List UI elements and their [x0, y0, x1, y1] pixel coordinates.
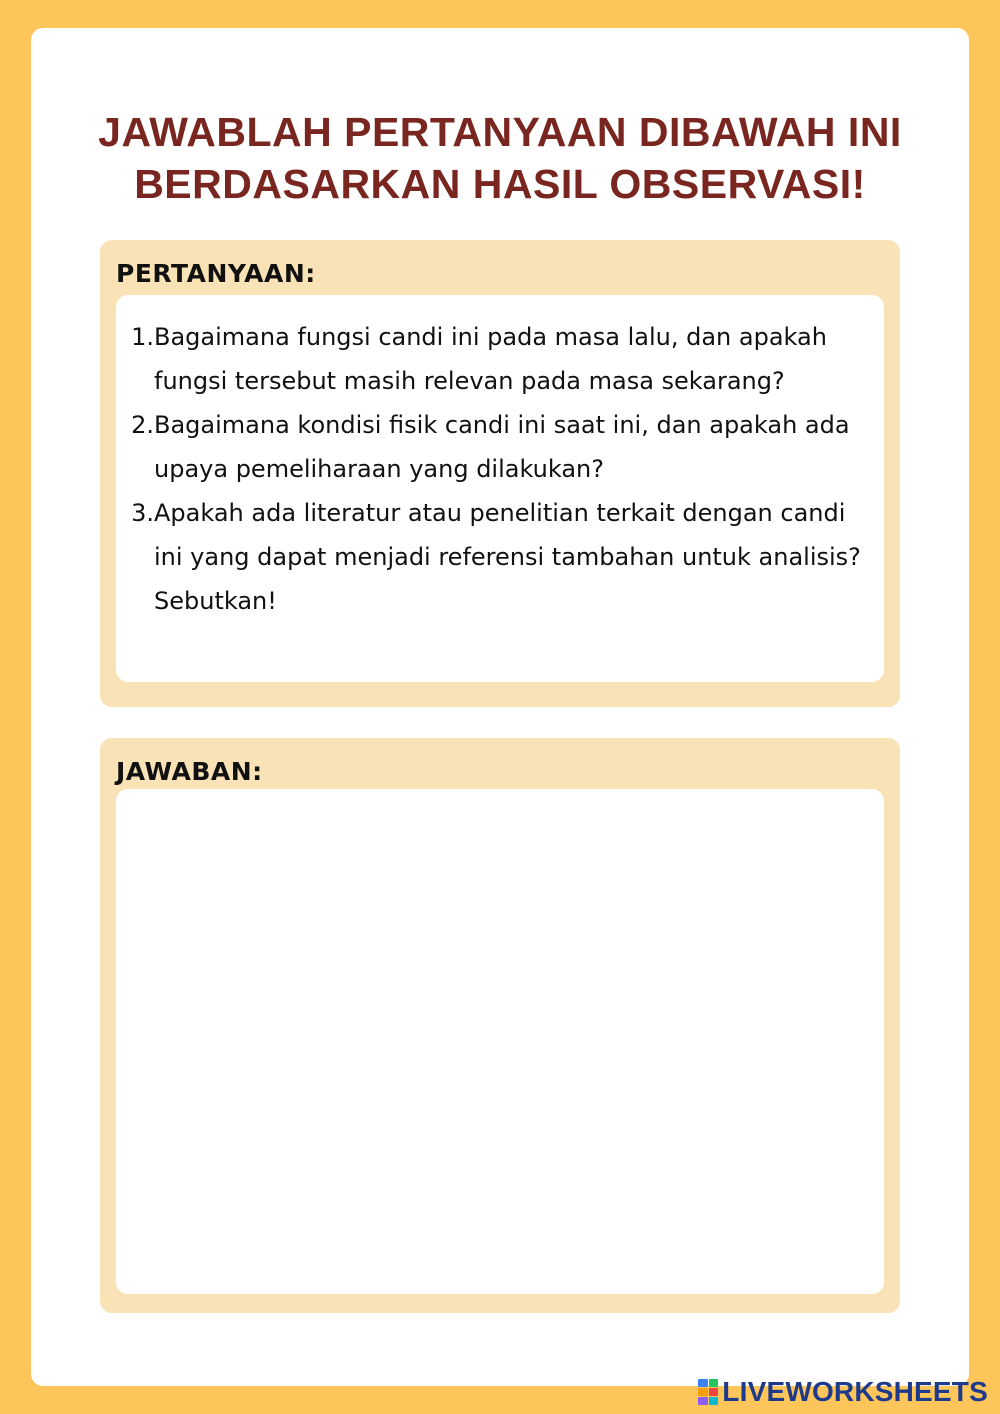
page-title-line-1: JAWABLAH PERTANYAAN DIBAWAH INI [98, 109, 902, 155]
question-list [126, 315, 876, 623]
question-number: 3. [131, 499, 154, 527]
question-number: 2. [131, 411, 154, 439]
liveworksheets-brand [698, 1376, 988, 1408]
question-text: Apakah ada literatur atau penelitian terkait dengan candi ini yang dapat menjadi referensi tambahan untuk analisis?Sebutkan! [154, 499, 861, 615]
answer-input-box[interactable] [116, 789, 884, 1294]
answer-panel-label: JAWABAN: [116, 757, 263, 786]
page-title-line-2: BERDASARKAN HASIL OBSERVASI! [134, 161, 866, 207]
question-text: Bagaimana fungsi candi ini pada masa lalu, dan apakah fungsi tersebut masih relevan pada masa sekarang? [154, 323, 827, 395]
page-title [0, 106, 1000, 210]
question-item-3 [126, 491, 876, 623]
brand-name: LIVEWORKSHEETS [722, 1376, 988, 1407]
question-item-1 [126, 315, 876, 403]
liveworksheets-logo-icon [698, 1379, 718, 1405]
question-item-2 [126, 403, 876, 491]
question-number: 1. [131, 323, 154, 351]
question-panel-label: PERTANYAAN: [116, 259, 316, 288]
question-text: Bagaimana kondisi fisik candi ini saat ini, dan apakah ada upaya pemeliharaan yang dilakukan? [154, 411, 850, 483]
question-panel [100, 240, 900, 707]
question-box [116, 295, 884, 682]
answer-panel [100, 738, 900, 1313]
